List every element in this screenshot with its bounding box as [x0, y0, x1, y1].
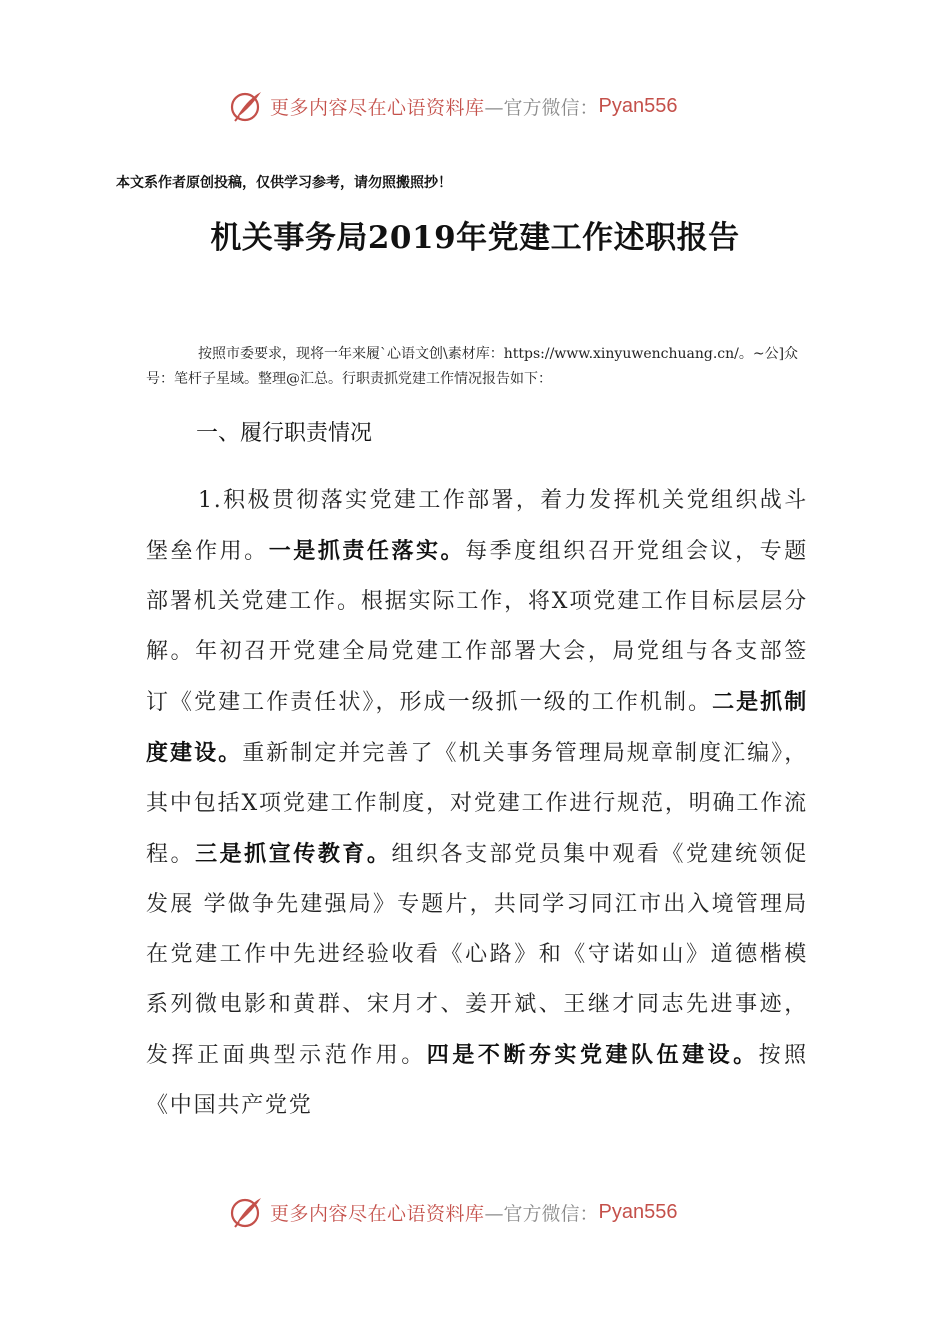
body-text-1: 1.积极贯彻落实党建工作部署，着力发挥机关党组织战斗堡垒作用。 — [146, 488, 808, 564]
header-banner — [228, 84, 728, 128]
banner-text: 更多内容尽在心语资料库 — [270, 96, 485, 119]
banner-separator: —官方微信： — [484, 1202, 599, 1225]
section-heading: 一、履行职责情况 — [196, 421, 373, 446]
feather-pen-logo-icon — [228, 1194, 264, 1230]
body-bold-2: 二是抓制度建设。 — [146, 689, 808, 766]
banner-text: 更多内容尽在心语资料库 — [270, 1202, 485, 1225]
document-title: 机关事务局2019年党建工作述职报告 — [210, 220, 740, 256]
banner-wechat-id: Pyan556 — [598, 94, 678, 117]
feather-pen-logo-icon — [228, 88, 264, 124]
intro-paragraph: 按照市委要求，现将一年来履`心语文创\素材库：https://www.xinyuwenchuang.cn/。~公]众号：笔杆子星域。整理@汇总。行职责抓党建工作情况报告如下： — [146, 346, 799, 387]
body-bold-1: 一是抓责任落实。 — [268, 538, 466, 564]
footer-banner — [228, 1190, 728, 1234]
body-text-2: 每季度组织召开党组会议，专题部署机关党建工作。根据实际工作，将X项党建工作目标层层分解。年初召开党建全局党建工作部署大会，局党组与各支部签订《党建工作责任状》，形成一级抓一级的工作机制。 — [146, 539, 808, 715]
banner-wechat-id: Pyan556 — [598, 1200, 678, 1223]
body-text-5: 按照《中国共产党党 — [146, 1043, 808, 1118]
body-bold-3: 三是抓宣传教育。 — [195, 841, 392, 867]
body-bold-4: 四是不断夯实党建队伍建设。 — [426, 1042, 759, 1068]
body-paragraph — [146, 476, 808, 1131]
body-text-4: 组织各支部党员集中观看《党建统领促发展 学做争先建强局》专题片，共同学习同江市出入境管理局在党建工作中先进经验收看《心路》和《守诺如山》道德楷模系列微电影和黄群、宋月才、姜开斌、王继才同志先进事迹，发挥正面典型示范作用。 — [146, 842, 808, 1068]
body-text-3: 重新制定并完善了《机关事务管理局规章制度汇编》，其中包括X项党建工作制度，对党建工作进行规范，明确工作流程。 — [146, 741, 809, 867]
copyright-notice: 本文系作者原创投稿，仅供学习参考，请勿照搬照抄！ — [116, 175, 452, 191]
banner-separator: —官方微信： — [484, 96, 599, 119]
